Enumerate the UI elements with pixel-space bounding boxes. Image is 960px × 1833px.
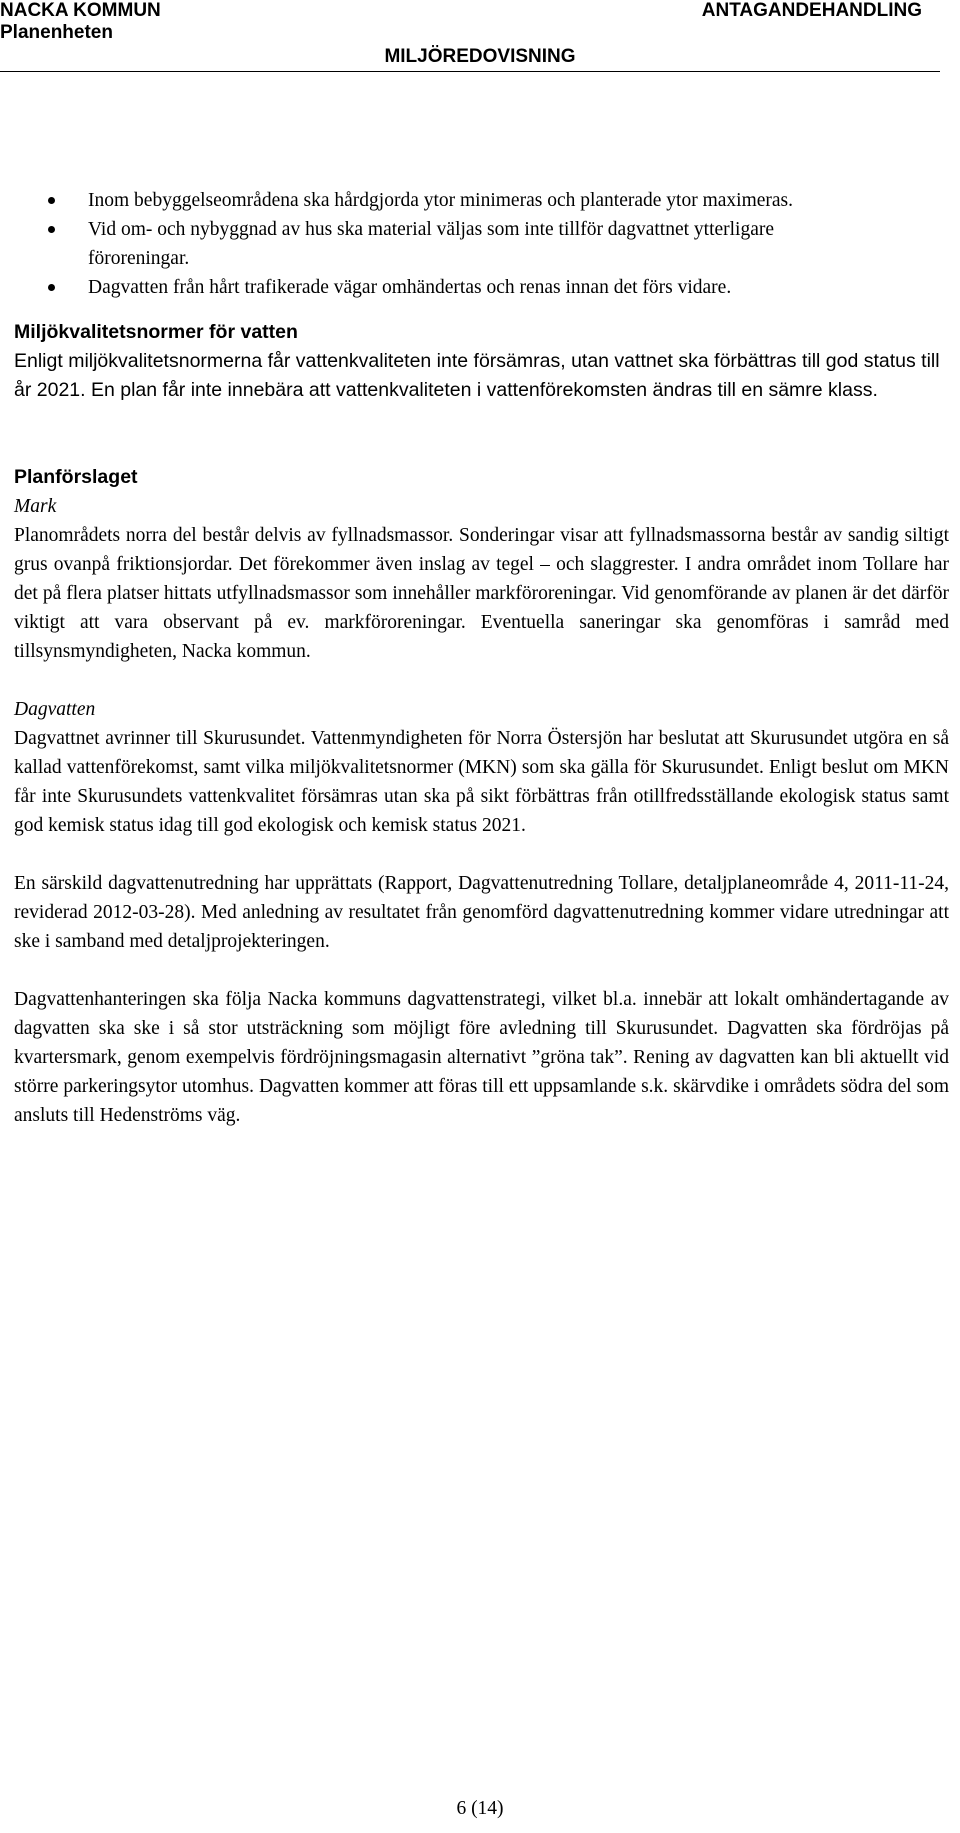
list-item (88, 273, 949, 302)
header-divider (0, 71, 940, 72)
bullet-list (14, 186, 949, 302)
bullet-text: Dagvatten från hårt trafikerade vägar omhändertas och renas innan det förs vidare. (88, 277, 732, 298)
list-item (88, 186, 949, 215)
page-number: 6 (14) (456, 1798, 504, 1819)
bullet-icon (48, 284, 55, 291)
header-document-type: ANTAGANDEHANDLING (701, 0, 922, 21)
bullet-text: Inom bebyggelseområdena ska hårdgjorda ytor minimeras och planterade ytor maximeras. (88, 190, 794, 211)
mkn-paragraph: Enligt miljökvalitetsnormerna får vattenkvaliteten inte försämras, utan vattnet ska förbättras till god status till år 2021. En plan får inte innebära att vattenkvaliteten i vattenförekomsten ändras till en sämre klass. (14, 350, 940, 401)
mark-paragraph: Planområdets norra del består delvis av fyllnadsmassor. Sonderingar visar att fyllnadsmassorna består av sandig siltigt grus ovanpå friktionsjordar. Det förekommer även inslag av tegel – och slaggrester. I andra området inom Tollare har det på flera platser hittats utfyllnadsmassor som innehåller markföroreningar. Vid genomförande av planen är det därför viktigt att vara observant på ev. markföroreningar. Eventuella saneringar ska genomföras i samråd med tillsynsmyndigheten, Nacka kommun. (14, 525, 949, 662)
header-organization: NACKA KOMMUN (0, 0, 161, 21)
section-heading-planforslaget: Planförslaget (14, 466, 138, 488)
subheading-dagvatten: Dagvatten (14, 699, 96, 720)
header-department: Planenheten (0, 22, 113, 43)
header-section-title: MILJÖREDOVISNING (384, 46, 576, 67)
dagvatten-paragraph-1: Dagvattnet avrinner till Skurusundet. Vattenmyndigheten för Norra Östersjön har beslutat att Skurusundet utgöra en så kallad vattenförekomst, samt vilka miljökvalitetsnormer (MKN) som ska gälla för Skurusundet. Enligt beslut om MKN får inte Skurusundets vattenkvalitet försämras utan ska på sikt förbättras från otillfredsställande ekologisk status samt god kemisk status idag till god ekologisk och kemisk status 2021. (14, 728, 949, 836)
section-heading-mkn: Miljökvalitetsnormer för vatten (14, 321, 298, 343)
list-item (88, 215, 949, 273)
page-body (14, 186, 949, 1130)
dagvatten-paragraph-3: Dagvattenhanteringen ska följa Nacka kommuns dagvattenstrategi, vilket bl.a. innebär att lokalt omhändertagande av dagvatten ska ske i så stor utsträckning som möjligt före avledning till Skurusundet. Dagvatten ska fördröjas på kvartersmark, genom exempelvis fördröjningsmagasin alternativt ”gröna tak”. Rening av dagvatten kan bli aktuellt vid större parkeringsytor utomhus. Dagvatten kommer att föras till ett uppsamlande s.k. skärvdike i områdets södra del som ansluts till Hedenströms väg. (14, 989, 949, 1126)
bullet-icon (48, 226, 55, 233)
dagvatten-paragraph-2: En särskild dagvattenutredning har upprättats (Rapport, Dagvattenutredning Tollare, detaljplaneområde 4, 2011-11-24, reviderad 2012-03-28). Med anledning av resultatet från genomförd dagvattenutredning kommer vidare utredningar att ske i samband med detaljprojekteringen. (14, 873, 949, 952)
subheading-mark: Mark (14, 496, 57, 517)
bullet-icon (48, 197, 55, 204)
bullet-text: Vid om- och nybyggnad av hus ska material väljas som inte tillför dagvattnet ytterligare föroreningar. (88, 219, 775, 269)
